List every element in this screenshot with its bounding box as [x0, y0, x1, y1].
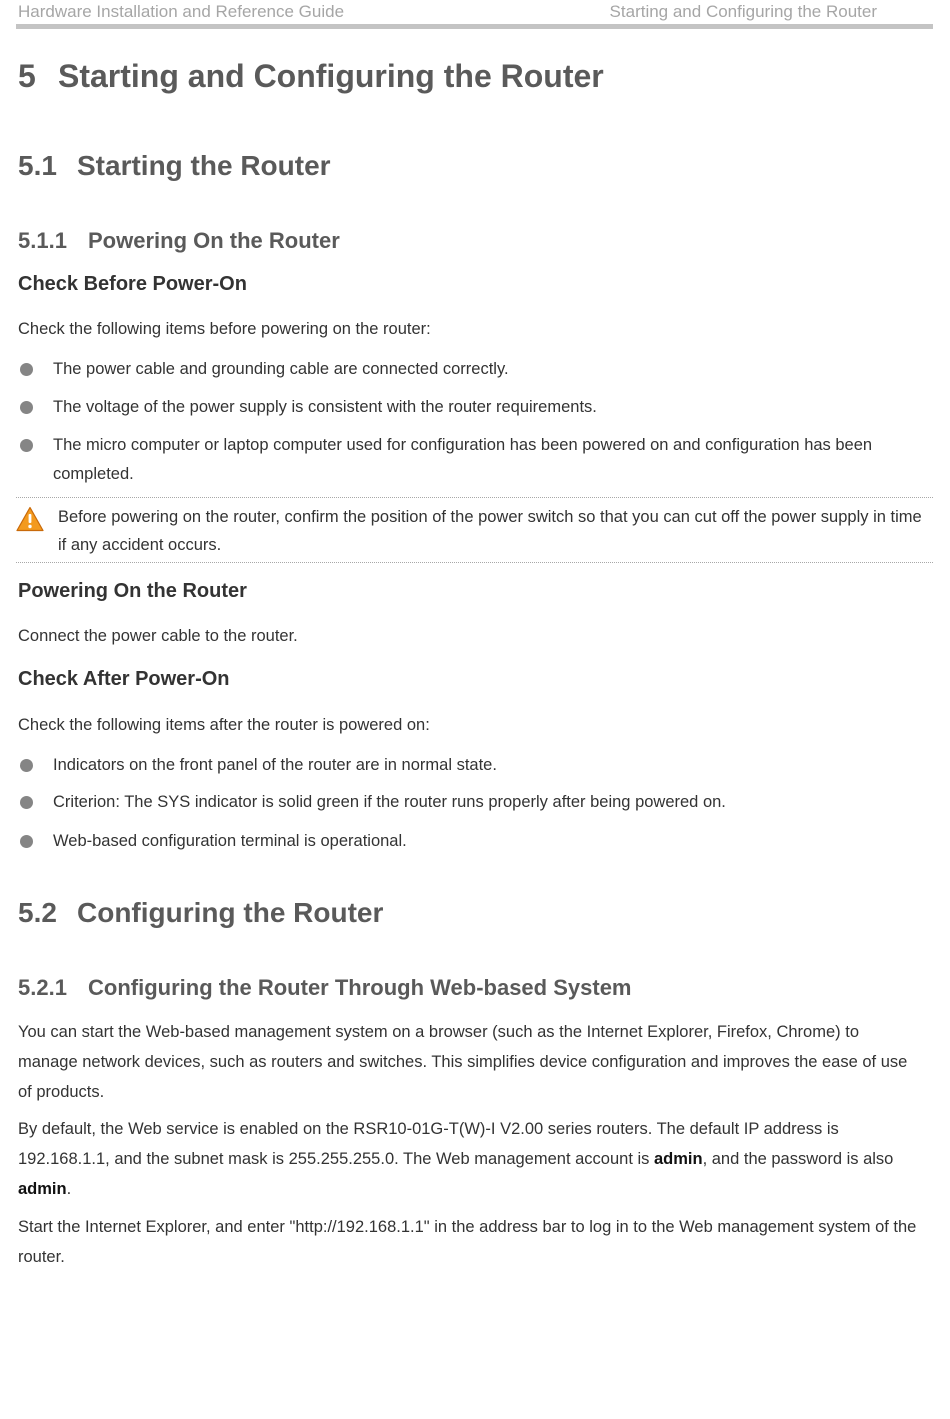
subsection-title: Configuring the Router Through Web-based System: [88, 975, 632, 1000]
list-item-text: The voltage of the power supply is consistent with the router requirements.: [53, 398, 597, 416]
bullet-icon: [20, 759, 33, 772]
list-item: [18, 827, 918, 856]
check-before-heading: Check Before Power-On: [18, 273, 247, 295]
section-number: 5.1: [18, 150, 57, 181]
list-item: [18, 751, 918, 780]
bullet-icon: [20, 796, 33, 809]
header-chapter-title: Starting and Configuring the Router: [609, 2, 877, 21]
subsection-heading-5-1-1: [18, 228, 340, 254]
powering-on-heading: Powering On the Router: [18, 580, 247, 602]
section-heading-5-2: [18, 897, 383, 929]
default-password: admin: [18, 1180, 67, 1198]
list-item: [18, 393, 918, 422]
default-settings-paragraph: [18, 1114, 918, 1204]
caution-notice: [16, 497, 933, 563]
default-settings-text: By default, the Web service is enabled on the RSR10-01G-T(W)-I V2.00 series routers. The default IP address is 192.168.1.1, and the subnet mask is 255.255.255.0. The Web management account is: [18, 1120, 839, 1168]
check-after-heading: Check After Power-On: [18, 668, 230, 690]
default-settings-text: , and the password is also: [702, 1150, 894, 1168]
section-title: Starting the Router: [77, 150, 331, 181]
section-title: Configuring the Router: [77, 897, 384, 928]
list-item: [18, 355, 918, 384]
list-item-text: Web-based configuration terminal is operational.: [53, 832, 407, 850]
chapter-title: Starting and Configuring the Router: [58, 58, 604, 94]
header-guide-title: Hardware Installation and Reference Guide: [18, 2, 345, 21]
web-system-intro: You can start the Web-based management system on a browser (such as the Internet Explorer, Firefox, Chrome) to manage network devices, such as routers and switches. This simplifies device configuration and improves the ease of use of products.: [18, 1023, 908, 1101]
caution-text: Before powering on the router, confirm the position of the power switch so that you can cut off the power supply in time if any accident occurs.: [58, 508, 922, 554]
subsection-number: 5.2.1: [18, 975, 67, 1000]
list-item-text: Criterion: The SYS indicator is solid green if the router runs properly after being powered on.: [53, 793, 726, 811]
warning-triangle-icon: [16, 506, 44, 532]
subsection-heading-5-2-1: [18, 975, 632, 1001]
section-heading-5-1: [18, 150, 331, 182]
list-item: [18, 788, 918, 817]
check-after-intro: Check the following items after the router is powered on:: [18, 716, 430, 734]
default-settings-text: .: [66, 1180, 72, 1198]
default-account: admin: [653, 1150, 703, 1168]
check-before-intro: Check the following items before powering on the router:: [18, 320, 431, 338]
bullet-icon: [20, 439, 33, 452]
list-item-text: Indicators on the front panel of the router are in normal state.: [53, 756, 497, 774]
chapter-heading: [18, 58, 604, 95]
subsection-number: 5.1.1: [18, 228, 67, 253]
subsection-title: Powering On the Router: [88, 228, 340, 253]
running-header: [18, 2, 932, 24]
login-instruction: Start the Internet Explorer, and enter "http://192.168.1.1" in the address bar to log in to the Web management system of the router.: [18, 1218, 917, 1266]
bullet-icon: [20, 363, 33, 376]
bullet-icon: [20, 401, 33, 414]
section-number: 5.2: [18, 897, 57, 928]
powering-on-text: Connect the power cable to the router.: [18, 627, 298, 645]
list-item: [18, 431, 918, 489]
header-rule: [16, 24, 933, 29]
list-item-text: The power cable and grounding cable are connected correctly.: [53, 360, 509, 378]
list-item-text: The micro computer or laptop computer used for configuration has been powered on and configuration has been completed.: [53, 436, 873, 483]
chapter-number: 5: [18, 58, 36, 94]
bullet-icon: [20, 835, 33, 848]
